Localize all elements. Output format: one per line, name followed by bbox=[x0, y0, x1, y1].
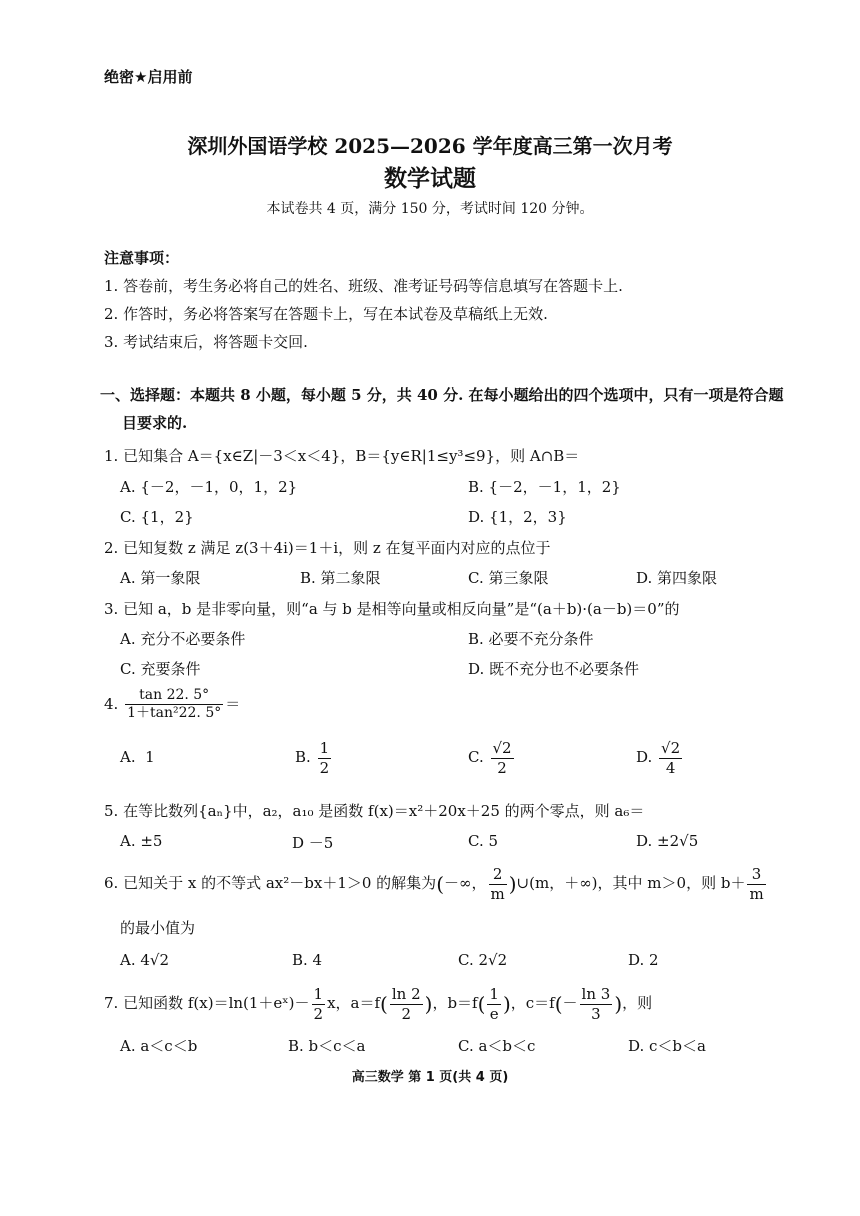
question-6-stem bbox=[104, 866, 768, 902]
question-7-stem bbox=[104, 986, 652, 1022]
fraction-numerator: ln 3 bbox=[581, 985, 611, 1003]
question-6-option-b: B. 4 bbox=[292, 951, 323, 969]
question-7-text-4: ，c＝f bbox=[510, 994, 555, 1012]
question-2-stem: 2. 已知复数 z 满足 z(3＋4i)＝1＋i，则 z 在复平面内对应的点位于 bbox=[104, 539, 551, 557]
negative-sign: － bbox=[562, 994, 578, 1012]
note-item-1: 1. 答卷前，考生务必将自己的姓名、班级、准考证号码等信息填写在答题卡上. bbox=[104, 277, 623, 295]
section-heading-line1: 一、选择题：本题共 8 小题，每小题 5 分，共 40 分. 在每小题给出的四个选项中，只有一项是符合题 bbox=[100, 386, 784, 404]
close-paren: ) bbox=[424, 992, 433, 1016]
open-paren: ( bbox=[477, 992, 486, 1016]
question-6-text-2: ∪(m，＋∞)，其中 m＞0，则 b＋ bbox=[516, 874, 746, 892]
close-paren: ) bbox=[508, 872, 517, 896]
fraction-numerator: 1 bbox=[319, 739, 330, 757]
question-4-number: 4. bbox=[104, 694, 119, 713]
question-3-option-c: C. 充要条件 bbox=[120, 660, 201, 678]
exam-title: 深圳外国语学校 2025—2026 学年度高三第一次月考 bbox=[187, 134, 673, 158]
notes-heading: 注意事项： bbox=[104, 249, 180, 267]
question-7-option-b: B. b＜c＜a bbox=[288, 1037, 366, 1055]
option-fraction bbox=[491, 740, 514, 776]
fraction-denominator: 2 bbox=[401, 1004, 411, 1023]
fraction-denominator: m bbox=[490, 884, 505, 903]
fraction-denominator: 4 bbox=[665, 758, 676, 777]
question-4-option-d bbox=[636, 740, 684, 776]
question-1-option-a: A. {－2，－1，0，1，2} bbox=[120, 478, 298, 496]
fraction-denominator: 2 bbox=[319, 758, 330, 777]
question-1-option-d: D. {1，2，3} bbox=[468, 508, 567, 526]
question-6-option-c: C. 2√2 bbox=[458, 951, 508, 969]
fraction-denominator: 2 bbox=[313, 1004, 324, 1023]
question-5-option-c: C. 5 bbox=[468, 832, 499, 850]
fraction-numerator: 1 bbox=[489, 985, 499, 1003]
option-label: C. bbox=[468, 748, 484, 766]
question-2-option-b: B. 第二象限 bbox=[300, 569, 381, 587]
question-7-option-c: C. a＜b＜c bbox=[458, 1037, 536, 1055]
fraction-numerator: 1 bbox=[313, 985, 324, 1003]
question-5-option-b: D －5 bbox=[292, 834, 334, 852]
option-label: B. bbox=[295, 748, 311, 766]
fraction-denominator: m bbox=[749, 884, 764, 903]
question-7-fraction-b bbox=[487, 986, 501, 1022]
question-7-fraction-half bbox=[312, 986, 326, 1022]
question-2-option-a: A. 第一象限 bbox=[120, 569, 201, 587]
question-6-stem-line2: 的最小值为 bbox=[120, 919, 196, 937]
option-label: D. bbox=[636, 748, 653, 766]
open-paren: ( bbox=[554, 992, 563, 1016]
question-4-option-a bbox=[120, 748, 155, 766]
question-7-fraction-c bbox=[580, 986, 613, 1022]
question-7-text-1: 7. 已知函数 f(x)＝ln(1＋eˣ)－ bbox=[104, 994, 310, 1012]
question-4-equals: ＝ bbox=[225, 694, 241, 713]
close-paren: ) bbox=[614, 992, 623, 1016]
fraction-numerator: 3 bbox=[747, 866, 765, 885]
question-7-text-3: ，b＝f bbox=[432, 994, 478, 1012]
option-label: A. bbox=[120, 748, 136, 766]
fraction-denominator: e bbox=[489, 1004, 499, 1023]
question-3-option-a: A. 充分不必要条件 bbox=[120, 630, 246, 648]
exam-subtitle: 数学试题 bbox=[384, 165, 476, 192]
question-5-option-d: D. ±2√5 bbox=[636, 832, 699, 850]
question-4-numerator: tan 22. 5° bbox=[125, 688, 223, 705]
question-2-option-d: D. 第四象限 bbox=[636, 569, 718, 587]
option-fraction bbox=[318, 740, 332, 776]
question-6-option-a: A. 4√2 bbox=[120, 951, 170, 969]
question-3-option-b: B. 必要不充分条件 bbox=[468, 630, 594, 648]
question-7-option-d: D. c＜b＜a bbox=[628, 1037, 706, 1055]
question-7-text-2: x，a＝f bbox=[327, 994, 381, 1012]
exam-info: 本试卷共 4 页，满分 150 分，考试时间 120 分钟。 bbox=[266, 201, 594, 217]
confidential-label: 绝密★启用前 bbox=[104, 68, 193, 86]
question-4-option-b bbox=[295, 740, 333, 776]
fraction-denominator: 3 bbox=[591, 1004, 601, 1023]
question-1-stem: 1. 已知集合 A＝{x∈Z|－3＜x＜4}，B＝{y∈R|1≤y³≤9}，则 A∩B＝ bbox=[104, 447, 580, 465]
page-footer: 高三数学 第 1 页(共 4 页) bbox=[351, 1070, 509, 1085]
question-7-text-5: ，则 bbox=[622, 994, 653, 1012]
question-6-text-1: 6. 已知关于 x 的不等式 ax²－bx＋1＞0 的解集为 bbox=[104, 874, 437, 892]
question-7-option-a: A. a＜c＜b bbox=[120, 1037, 198, 1055]
fraction-numerator: ln 2 bbox=[391, 985, 421, 1003]
question-4-denominator: 1＋tan²22. 5° bbox=[127, 705, 222, 722]
note-item-3: 3. 考试结束后，将答题卡交回. bbox=[104, 333, 308, 351]
question-6-interval-left: －∞， bbox=[444, 874, 487, 892]
question-3-stem: 3. 已知 a，b 是非零向量，则“a 与 b 是相等向量或相反向量”是“(a＋b)·(a－b)＝0”的 bbox=[104, 600, 680, 618]
question-1-option-c: C. {1，2} bbox=[120, 508, 194, 526]
question-5-option-a: A. ±5 bbox=[120, 832, 163, 850]
question-5-stem: 5. 在等比数列{aₙ}中，a₂，a₁₀ 是函数 f(x)＝x²＋20x＋25 的两个零点，则 a₆＝ bbox=[104, 802, 645, 820]
note-item-2: 2. 作答时，务必将答案写在答题卡上，写在本试卷及草稿纸上无效. bbox=[104, 305, 548, 323]
question-7-fraction-a bbox=[390, 986, 423, 1022]
question-1-option-b: B. {－2，－1，1，2} bbox=[468, 478, 621, 496]
question-6-fraction-1 bbox=[489, 866, 507, 902]
fraction-numerator: √2 bbox=[661, 739, 681, 757]
section-heading-line2: 目要求的. bbox=[122, 414, 188, 432]
question-2-option-c: C. 第三象限 bbox=[468, 569, 549, 587]
open-paren: ( bbox=[436, 872, 444, 896]
question-4-stem bbox=[104, 688, 240, 722]
fraction-denominator: 2 bbox=[497, 758, 507, 777]
question-6-option-d: D. 2 bbox=[628, 951, 659, 969]
option-fraction bbox=[659, 740, 682, 776]
question-4-fraction bbox=[125, 688, 223, 722]
question-6-fraction-2 bbox=[747, 866, 765, 902]
open-paren: ( bbox=[380, 992, 388, 1016]
question-3-option-d: D. 既不充分也不必要条件 bbox=[468, 660, 640, 678]
fraction-numerator: 2 bbox=[489, 866, 507, 885]
question-4-option-c bbox=[468, 740, 516, 776]
fraction-numerator: √2 bbox=[492, 739, 512, 757]
close-paren: ) bbox=[502, 992, 511, 1016]
option-value: 1 bbox=[145, 748, 155, 766]
